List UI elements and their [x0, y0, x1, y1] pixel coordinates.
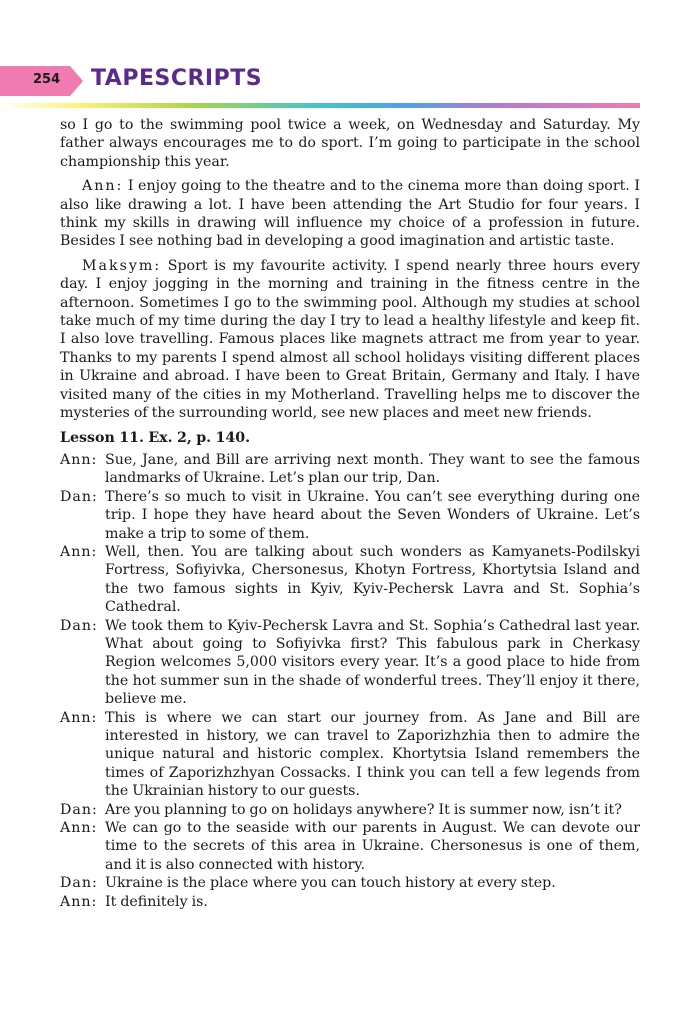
speaker-label: Dan:: [60, 488, 98, 505]
speaker-label: Ann:: [60, 893, 98, 910]
speaker-label: Ann:: [60, 543, 98, 560]
dialogue-line: [60, 543, 640, 617]
speaker-label: Ann:: [60, 451, 98, 468]
paragraph-continuation: so I go to the swimming pool twice a week, on Wednesday and Saturday. My father always encourages me to do sport. I’m going to participate in the school championship this year.: [60, 117, 640, 170]
header-rainbow-divider: [0, 103, 640, 108]
lesson-heading: Lesson 11. Ex. 2, p. 140.: [60, 429, 251, 446]
paragraph-maksym: [60, 257, 640, 423]
dialogue-line: [60, 801, 640, 819]
speaker-label: Ann:: [60, 709, 98, 726]
dialogue-text: We took them to Kyiv-Pechersk Lavra and St. Sophia’s Cathedral last year. What about going to Sofiyivka first? This fabulous park in Cherkasy Region welcomes 5,000 visitors every year. It’s a good place to hide from the hot summer sun in the shade of wonderful trees. They’ll enjoy it there, believe me.: [105, 617, 640, 708]
dialogue-text: There’s so much to visit in Ukraine. You can’t see everything during one trip. I hope they have heard about the Seven Wonders of Ukraine. Let’s make a trip to some of them.: [105, 488, 640, 542]
speaker-label: Dan:: [60, 801, 98, 818]
paragraph-text: I enjoy going to the theatre and to the cinema more than doing sport. I also like drawing a lot. I have been attending the Art Studio for four years. I think my skills in drawing will influence my choice of a profession in future. Besides I see nothing bad in developing a good imagination and artistic taste.: [60, 178, 640, 250]
dialogue-line: [60, 709, 640, 801]
dialogue-text: Sue, Jane, and Bill are arriving next month. They want to see the famous landmarks of Ukraine. Let’s plan our trip, Dan.: [105, 451, 640, 487]
dialogue-text: Are you planning to go on holidays anywhere? It is summer now, isn’t it?: [105, 801, 622, 818]
dialogue-text: Well, then. You are talking about such wonders as Kamyanets-Podilskyi Fortress, Sofiyivka, Chersonesus, Khotyn Fortress, Khortytsia Island and the two famous sights in Kyiv, Kyiv-Pechersk Lavra and St. Sophia’s Cathedral.: [105, 543, 640, 616]
speaker-label: Maksym:: [82, 257, 162, 274]
tapescript-body: [60, 116, 640, 911]
dialogue-line: [60, 819, 640, 874]
dialogue-text: Ukraine is the place where you can touch history at every step.: [105, 875, 556, 892]
speaker-label: Ann:: [60, 820, 98, 837]
dialogue-line: [60, 617, 640, 709]
dialogue-line: [60, 488, 640, 543]
paragraph-ann: [60, 177, 640, 251]
dialogue-line: [60, 451, 640, 488]
speaker-label: Dan:: [60, 617, 98, 634]
dialogue-line: [60, 874, 640, 892]
page-title: TAPESCRIPTS: [91, 66, 263, 91]
speaker-label: Ann:: [82, 178, 124, 195]
dialogue-text: It definitely is.: [105, 893, 208, 910]
speaker-label: Dan:: [60, 875, 98, 892]
page-number: 254: [33, 72, 61, 87]
paragraph-text: Sport is my favourite activity. I spend nearly three hours every day. I enjoy jogging in the morning and training in the fitness centre in the afternoon. Sometimes I go to the swimming pool. Although my studies at school take much of my time during the day I try to lead a healthy lifestyle and keep fit. I also love travelling. Famous places like magnets attract me from year to year. Thanks to my parents I spend almost all school holidays visiting different places in Ukraine and abroad. I have been to Great Britain, Germany and Italy. I have visited many of the cities in my Motherland. Travelling helps me to discover the mysteries of the surrounding world, see new places and meet new friends.: [60, 257, 640, 422]
dialogue-text: This is where we can start our journey from. As Jane and Bill are interested in history, we can travel to Zaporizhzhia then to admire the unique natural and historic complex. Khortytsia Island remembers the times of Zaporizhzhyan Cossacks. I think you can tell a few legends from the Ukrainian history to our guests.: [105, 709, 640, 800]
dialogue-line: [60, 893, 640, 911]
dialogue-text: We can go to the seaside with our parents in August. We can devote our time to the secrets of this area in Ukraine. Chersonesus is one of them, and it is also connected with history.: [105, 820, 640, 873]
